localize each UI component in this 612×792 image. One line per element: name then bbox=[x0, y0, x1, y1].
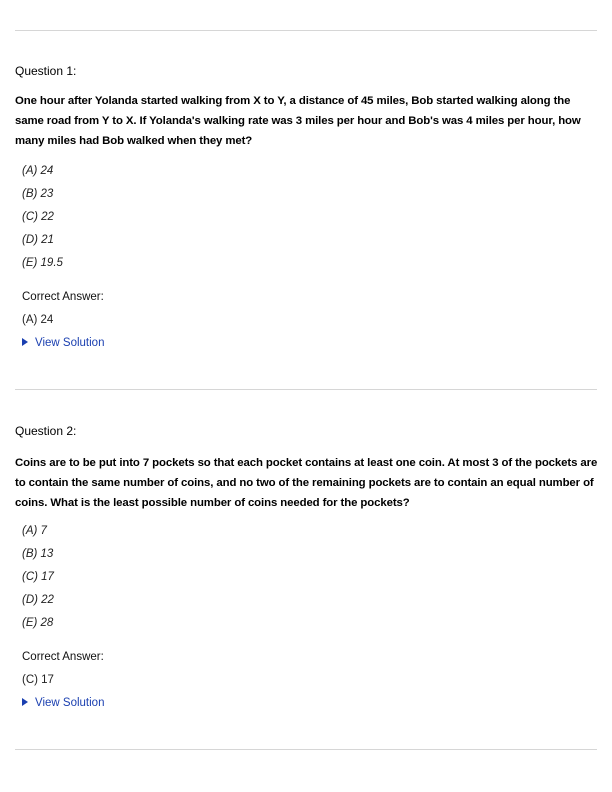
view-solution-toggle-2[interactable] bbox=[22, 696, 104, 710]
question-2-options bbox=[22, 520, 54, 635]
correct-answer-value: (C) 17 bbox=[22, 674, 54, 686]
question-2-title: Question 2: bbox=[15, 424, 77, 438]
option-e: (E) 28 bbox=[22, 617, 54, 629]
option-c: (C) 17 bbox=[22, 571, 54, 583]
option-e: (E) 19.5 bbox=[22, 257, 63, 269]
view-solution-toggle-1[interactable] bbox=[22, 336, 104, 350]
disclosure-triangle-icon bbox=[22, 698, 28, 706]
option-a: (A) 24 bbox=[22, 165, 54, 177]
option-a: (A) 7 bbox=[22, 525, 47, 537]
option-d: (D) 22 bbox=[22, 594, 54, 606]
view-solution-label: View Solution bbox=[35, 697, 105, 709]
question-1-text: One hour after Yolanda started walking from X to Y, a distance of 45 miles, Bob started walking along the same road from Y to X. If Yolanda's walking rate was 3 miles per hour and Bob's was 4 miles per hour, how many miles had Bob walked when they met? bbox=[15, 95, 581, 147]
divider-bottom bbox=[15, 749, 597, 750]
divider-top bbox=[15, 30, 597, 31]
correct-answer-value: (A) 24 bbox=[22, 314, 54, 326]
correct-answer-label: Correct Answer: bbox=[22, 291, 104, 303]
question-2-text: Coins are to be put into 7 pockets so that each pocket contains at least one coin. At most 3 of the pockets are to contain the same number of coins, and no two of the remaining pockets are to contain an equal number of coins. What is the least possible number of coins needed for the pockets? bbox=[15, 457, 598, 509]
option-b: (B) 13 bbox=[22, 548, 54, 560]
option-b: (B) 23 bbox=[22, 188, 54, 200]
disclosure-triangle-icon bbox=[22, 338, 28, 346]
question-1-title: Question 1: bbox=[15, 64, 77, 78]
view-solution-label: View Solution bbox=[35, 337, 105, 349]
question-1-options bbox=[22, 160, 63, 275]
divider-middle bbox=[15, 389, 597, 390]
option-c: (C) 22 bbox=[22, 211, 54, 223]
correct-answer-label: Correct Answer: bbox=[22, 651, 104, 663]
option-d: (D) 21 bbox=[22, 234, 54, 246]
